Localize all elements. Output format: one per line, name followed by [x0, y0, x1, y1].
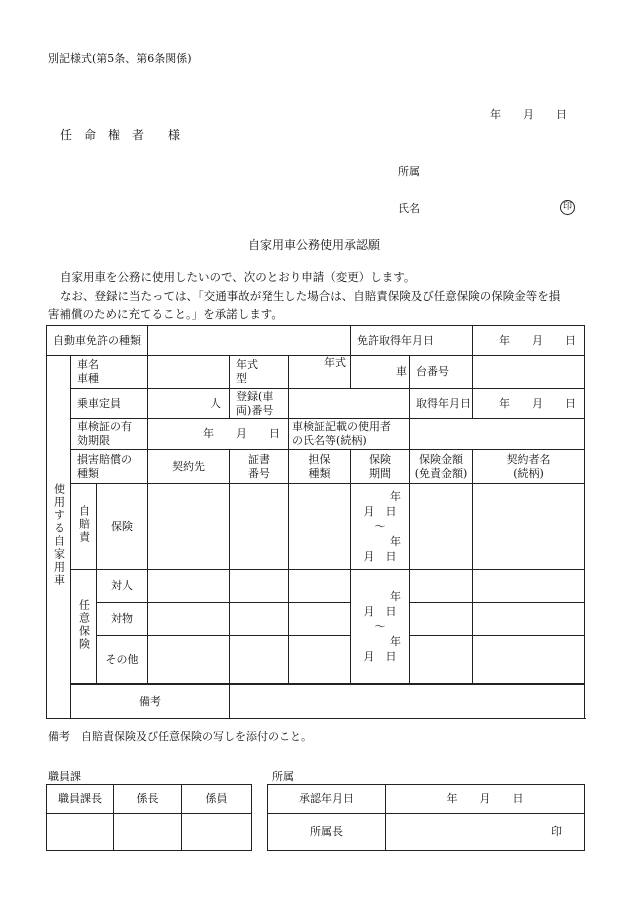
- staff-section-label: 職員課: [48, 770, 81, 783]
- inspection-label: 車検証の有 効期限: [71, 419, 148, 450]
- side-label-cell: [47, 356, 71, 719]
- application-table: [46, 325, 585, 719]
- other-cert-cell[interactable]: [230, 636, 289, 684]
- license-date-cell[interactable]: 年 月 日: [473, 326, 585, 356]
- period-header: 保険 期間: [351, 450, 410, 484]
- intro-line-3: 害補償のために充てること。」を承諾します。: [48, 307, 283, 321]
- inspection-cell[interactable]: 年 月 日: [148, 419, 289, 450]
- taijin-contractor-cell[interactable]: [148, 570, 230, 603]
- taibutsu-collateral-cell[interactable]: [289, 603, 351, 636]
- taijin-label: 対人: [97, 570, 148, 603]
- staff-chief-stamp[interactable]: [47, 814, 114, 851]
- car-name-label: 車名 車種: [71, 356, 148, 389]
- jibaiseki-contractor-cell[interactable]: [148, 484, 230, 570]
- inspection-owner-label: 車検証記載の使用者 の氏名等(続柄): [289, 419, 410, 450]
- damage-type-label: 損害賠償の 種類: [71, 450, 148, 484]
- approval-date-label: 承認年月日: [268, 785, 386, 814]
- office-head-seal[interactable]: 印: [386, 814, 585, 851]
- other-amount-cell[interactable]: [410, 636, 473, 684]
- chassis-no-label: 台番号: [410, 356, 473, 389]
- office-section-label: 所属: [272, 770, 294, 783]
- staff-member-label: 係員: [182, 785, 252, 814]
- collateral-header: 担保 種類: [289, 450, 351, 484]
- approval-date-cell[interactable]: 年 月 日: [386, 785, 585, 814]
- taibutsu-amount-cell[interactable]: [410, 603, 473, 636]
- attachment-note: 備考 自賠責保険及び任意保険の写しを添付のこと。: [48, 730, 312, 743]
- capacity-label: 乗車定員: [71, 389, 148, 419]
- jibaiseki-cert-cell[interactable]: [230, 484, 289, 570]
- license-date-label: 免許取得年月日: [351, 326, 473, 356]
- other-contractor-cell[interactable]: [148, 636, 230, 684]
- seal-mark: [560, 199, 575, 215]
- remarks-label: 備考: [71, 685, 230, 719]
- intro-line-2: なお、登録に当たっては、「交通事故が発生した場合は、自賠責保険及び任意保険の保険金等を損: [60, 289, 561, 303]
- taijin-cert-cell[interactable]: [230, 570, 289, 603]
- other-collateral-cell[interactable]: [289, 636, 351, 684]
- chassis-prefix: 車: [351, 356, 410, 389]
- chassis-no-cell[interactable]: [473, 356, 585, 389]
- car-name-cell[interactable]: [148, 356, 230, 389]
- taibutsu-contractor-cell[interactable]: [148, 603, 230, 636]
- date-line: 年 月 日: [490, 108, 567, 121]
- reg-no-cell[interactable]: [289, 389, 410, 419]
- jibaiseki-holder-cell[interactable]: [473, 484, 585, 570]
- inspection-owner-cell[interactable]: [410, 419, 585, 450]
- other-holder-cell[interactable]: [473, 636, 585, 684]
- model-year-cell[interactable]: 年式: [289, 356, 351, 389]
- acquired-date-cell[interactable]: 年 月 日: [473, 389, 585, 419]
- taibutsu-holder-cell[interactable]: [473, 603, 585, 636]
- document-title: 自家用車公務使用承認願: [248, 238, 381, 252]
- staff-approval-table: [46, 784, 252, 851]
- jibaiseki-collateral-cell[interactable]: [289, 484, 351, 570]
- jibaiseki-label-cell: [71, 484, 97, 570]
- remarks-cell[interactable]: [230, 685, 585, 719]
- reg-no-label: 登録(車 両)番号: [230, 389, 289, 419]
- taibutsu-label: 対物: [97, 603, 148, 636]
- other-label: その他: [97, 636, 148, 684]
- amount-header: 保険金額 (免責金額): [410, 450, 473, 484]
- taijin-amount-cell[interactable]: [410, 570, 473, 603]
- staff-sub-label: 係長: [114, 785, 182, 814]
- seal-icon: 印: [560, 200, 575, 215]
- jibaiseki-label: 自賠責: [77, 505, 91, 544]
- office-approval-table: [267, 784, 585, 851]
- holder-header: 契約者名 (続柄): [473, 450, 585, 484]
- addressee: 任 命 権 者 様: [60, 128, 181, 142]
- name-label: 氏名: [398, 202, 420, 215]
- contractor-header: 契約先: [148, 450, 230, 484]
- acquired-date-label: 取得年月日: [410, 389, 473, 419]
- nini-label: 任意保険: [77, 598, 91, 651]
- nini-period-cell[interactable]: 年 月 日 〜 年 月 日: [351, 570, 410, 684]
- staff-chief-label: 職員課長: [47, 785, 114, 814]
- staff-sub-stamp[interactable]: [114, 814, 182, 851]
- office-head-label: 所属長: [268, 814, 386, 851]
- jibaiseki-period-cell[interactable]: 年 月 日 〜 年 月 日: [351, 484, 410, 570]
- affiliation-label: 所属: [398, 165, 420, 178]
- jibaiseki-insurance-label: 保険: [97, 484, 148, 570]
- intro-line-1: 自家用車を公務に使用したいので、次のとおり申請（変更）します。: [60, 270, 416, 284]
- model-year-label: 年式 型: [230, 356, 289, 389]
- side-label: 使用する自家用車: [52, 483, 66, 587]
- license-type-cell[interactable]: [148, 326, 351, 356]
- taijin-holder-cell[interactable]: [473, 570, 585, 603]
- taibutsu-cert-cell[interactable]: [230, 603, 289, 636]
- jibaiseki-amount-cell[interactable]: [410, 484, 473, 570]
- taijin-collateral-cell[interactable]: [289, 570, 351, 603]
- capacity-cell[interactable]: 人: [148, 389, 230, 419]
- form-label: 別記様式(第5条、第6条関係): [48, 52, 192, 65]
- cert-header: 証書 番号: [230, 450, 289, 484]
- nini-label-cell: [71, 570, 97, 684]
- staff-member-stamp[interactable]: [182, 814, 252, 851]
- license-type-label: 自動車免許の種類: [47, 326, 148, 356]
